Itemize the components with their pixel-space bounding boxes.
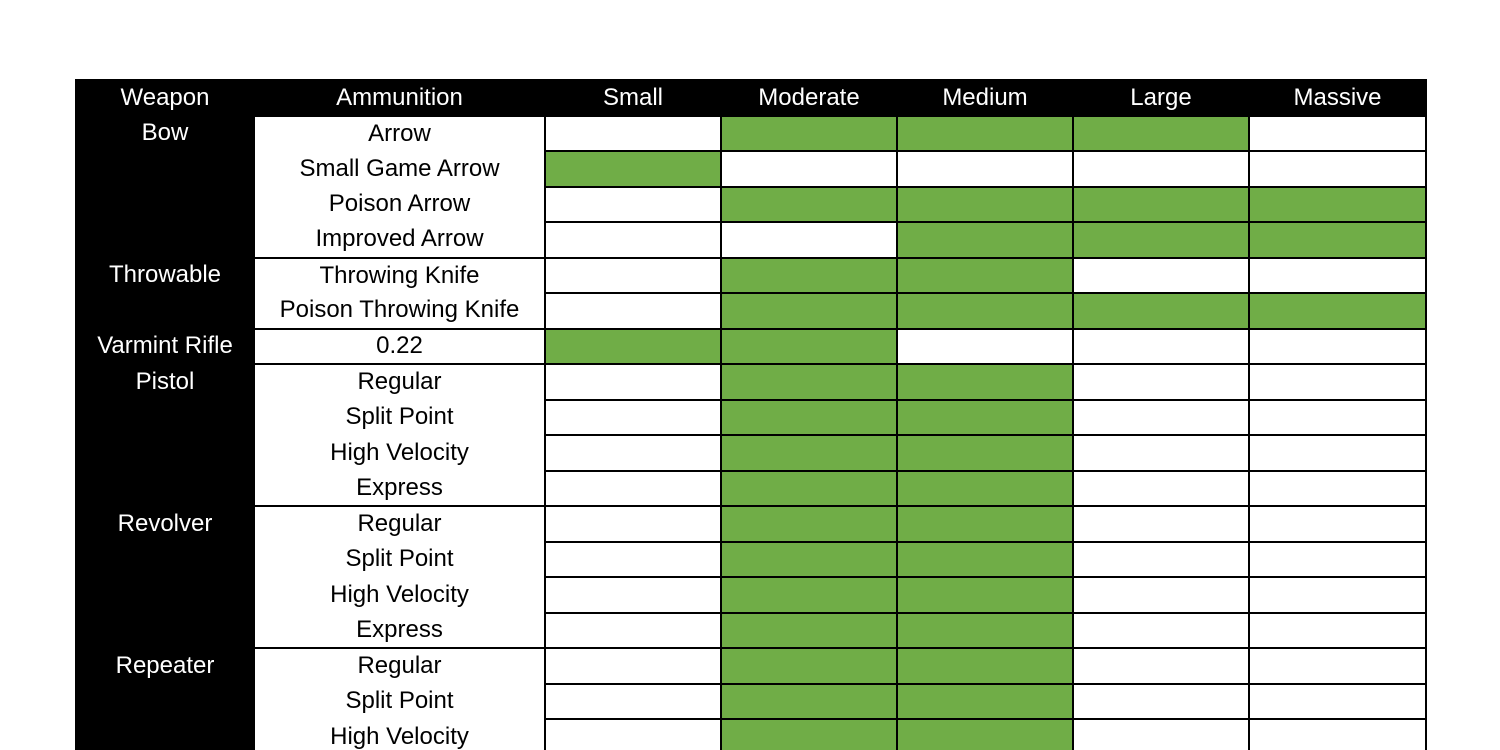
effectiveness-cell-large xyxy=(1073,542,1249,578)
effectiveness-cell-small xyxy=(545,684,721,720)
ammunition-cell: Improved Arrow xyxy=(254,222,545,258)
effectiveness-cell-small xyxy=(545,151,721,187)
effectiveness-cell-massive xyxy=(1249,293,1426,329)
effectiveness-cell-large xyxy=(1073,719,1249,750)
effectiveness-cell-medium xyxy=(897,719,1073,750)
table-row xyxy=(76,222,1426,258)
effectiveness-cell-small xyxy=(545,577,721,613)
effectiveness-cell-medium xyxy=(897,648,1073,684)
effectiveness-cell-small xyxy=(545,471,721,507)
table-row xyxy=(76,329,1426,365)
effectiveness-cell-massive xyxy=(1249,542,1426,578)
table-row xyxy=(76,719,1426,750)
effectiveness-cell-medium xyxy=(897,151,1073,187)
effectiveness-cell-medium xyxy=(897,506,1073,542)
weapon-cell: Throwable xyxy=(76,258,254,294)
table-row xyxy=(76,542,1426,578)
effectiveness-cell-small xyxy=(545,222,721,258)
effectiveness-cell-moderate xyxy=(721,684,897,720)
effectiveness-cell-massive xyxy=(1249,151,1426,187)
header-row xyxy=(76,80,1426,116)
table-row xyxy=(76,684,1426,720)
table-body xyxy=(76,116,1426,750)
effectiveness-cell-massive xyxy=(1249,577,1426,613)
table-row xyxy=(76,151,1426,187)
table-row xyxy=(76,293,1426,329)
weapon-cell xyxy=(76,151,254,187)
ammunition-cell: Split Point xyxy=(254,542,545,578)
effectiveness-cell-medium xyxy=(897,613,1073,649)
table-row xyxy=(76,506,1426,542)
ammunition-cell: High Velocity xyxy=(254,719,545,750)
header-moderate: Moderate xyxy=(721,80,897,116)
weapon-cell xyxy=(76,400,254,436)
header-ammunition: Ammunition xyxy=(254,80,545,116)
effectiveness-cell-medium xyxy=(897,116,1073,152)
effectiveness-cell-small xyxy=(545,187,721,223)
weapon-cell xyxy=(76,471,254,507)
effectiveness-cell-large xyxy=(1073,577,1249,613)
weapon-cell xyxy=(76,684,254,720)
ammunition-cell: Poison Arrow xyxy=(254,187,545,223)
effectiveness-cell-medium xyxy=(897,329,1073,365)
effectiveness-cell-medium xyxy=(897,577,1073,613)
effectiveness-cell-small xyxy=(545,364,721,400)
table-row xyxy=(76,613,1426,649)
effectiveness-cell-large xyxy=(1073,471,1249,507)
table-row xyxy=(76,116,1426,152)
effectiveness-cell-massive xyxy=(1249,364,1426,400)
effectiveness-cell-massive xyxy=(1249,506,1426,542)
weapon-cell: Varmint Rifle xyxy=(76,329,254,365)
weapon-cell xyxy=(76,187,254,223)
effectiveness-cell-moderate xyxy=(721,329,897,365)
weapon-cell: Pistol xyxy=(76,364,254,400)
effectiveness-cell-large xyxy=(1073,258,1249,294)
effectiveness-cell-large xyxy=(1073,187,1249,223)
effectiveness-cell-massive xyxy=(1249,400,1426,436)
effectiveness-cell-massive xyxy=(1249,648,1426,684)
effectiveness-cell-moderate xyxy=(721,400,897,436)
ammunition-cell: Poison Throwing Knife xyxy=(254,293,545,329)
effectiveness-cell-large xyxy=(1073,613,1249,649)
effectiveness-cell-moderate xyxy=(721,506,897,542)
effectiveness-cell-massive xyxy=(1249,222,1426,258)
weapon-cell xyxy=(76,293,254,329)
weapon-cell xyxy=(76,222,254,258)
effectiveness-cell-large xyxy=(1073,329,1249,365)
ammunition-cell: Arrow xyxy=(254,116,545,152)
effectiveness-cell-massive xyxy=(1249,435,1426,471)
effectiveness-cell-medium xyxy=(897,471,1073,507)
header-large: Large xyxy=(1073,80,1249,116)
table-row xyxy=(76,364,1426,400)
ammunition-cell: Regular xyxy=(254,506,545,542)
effectiveness-cell-moderate xyxy=(721,542,897,578)
effectiveness-cell-large xyxy=(1073,648,1249,684)
effectiveness-cell-massive xyxy=(1249,258,1426,294)
ammunition-cell: Express xyxy=(254,471,545,507)
effectiveness-cell-large xyxy=(1073,684,1249,720)
effectiveness-cell-moderate xyxy=(721,613,897,649)
effectiveness-cell-large xyxy=(1073,364,1249,400)
effectiveness-cell-small xyxy=(545,116,721,152)
effectiveness-cell-massive xyxy=(1249,187,1426,223)
effectiveness-cell-moderate xyxy=(721,151,897,187)
table-row xyxy=(76,648,1426,684)
effectiveness-cell-massive xyxy=(1249,684,1426,720)
weapon-cell: Revolver xyxy=(76,506,254,542)
effectiveness-cell-moderate xyxy=(721,116,897,152)
ammunition-cell: Regular xyxy=(254,648,545,684)
effectiveness-cell-small xyxy=(545,435,721,471)
effectiveness-cell-medium xyxy=(897,187,1073,223)
effectiveness-cell-large xyxy=(1073,435,1249,471)
effectiveness-cell-small xyxy=(545,542,721,578)
ammunition-cell: Split Point xyxy=(254,684,545,720)
ammunition-cell: Throwing Knife xyxy=(254,258,545,294)
effectiveness-cell-small xyxy=(545,258,721,294)
effectiveness-cell-small xyxy=(545,293,721,329)
effectiveness-cell-moderate xyxy=(721,258,897,294)
effectiveness-cell-medium xyxy=(897,400,1073,436)
effectiveness-cell-massive xyxy=(1249,471,1426,507)
effectiveness-cell-medium xyxy=(897,293,1073,329)
weapon-cell: Bow xyxy=(76,116,254,152)
weapon-cell xyxy=(76,542,254,578)
table-row xyxy=(76,577,1426,613)
effectiveness-cell-large xyxy=(1073,293,1249,329)
table-row xyxy=(76,187,1426,223)
ammunition-cell: Small Game Arrow xyxy=(254,151,545,187)
effectiveness-cell-medium xyxy=(897,258,1073,294)
weapon-cell xyxy=(76,719,254,750)
effectiveness-cell-moderate xyxy=(721,719,897,750)
ammunition-cell: 0.22 xyxy=(254,329,545,365)
header-medium: Medium xyxy=(897,80,1073,116)
ammunition-cell: High Velocity xyxy=(254,577,545,613)
effectiveness-cell-medium xyxy=(897,364,1073,400)
table-row xyxy=(76,258,1426,294)
weapon-cell xyxy=(76,613,254,649)
header-weapon: Weapon xyxy=(76,80,254,116)
effectiveness-cell-medium xyxy=(897,435,1073,471)
effectiveness-cell-small xyxy=(545,648,721,684)
effectiveness-cell-large xyxy=(1073,116,1249,152)
ammunition-cell: Regular xyxy=(254,364,545,400)
effectiveness-cell-moderate xyxy=(721,222,897,258)
ammunition-cell: Express xyxy=(254,613,545,649)
effectiveness-cell-small xyxy=(545,613,721,649)
ammunition-cell: High Velocity xyxy=(254,435,545,471)
ammunition-cell: Split Point xyxy=(254,400,545,436)
effectiveness-cell-medium xyxy=(897,222,1073,258)
effectiveness-cell-moderate xyxy=(721,435,897,471)
effectiveness-cell-large xyxy=(1073,151,1249,187)
effectiveness-cell-massive xyxy=(1249,116,1426,152)
effectiveness-cell-small xyxy=(545,329,721,365)
effectiveness-cell-moderate xyxy=(721,648,897,684)
effectiveness-cell-massive xyxy=(1249,329,1426,365)
effectiveness-cell-medium xyxy=(897,684,1073,720)
header-small: Small xyxy=(545,80,721,116)
table-row xyxy=(76,435,1426,471)
weapon-ammunition-table xyxy=(75,79,1427,750)
effectiveness-cell-small xyxy=(545,400,721,436)
weapon-cell: Repeater xyxy=(76,648,254,684)
table-row xyxy=(76,471,1426,507)
effectiveness-cell-large xyxy=(1073,400,1249,436)
effectiveness-cell-medium xyxy=(897,542,1073,578)
effectiveness-cell-moderate xyxy=(721,577,897,613)
effectiveness-cell-moderate xyxy=(721,471,897,507)
effectiveness-cell-small xyxy=(545,506,721,542)
effectiveness-cell-large xyxy=(1073,222,1249,258)
effectiveness-cell-large xyxy=(1073,506,1249,542)
effectiveness-cell-small xyxy=(545,719,721,750)
effectiveness-cell-massive xyxy=(1249,719,1426,750)
header-massive: Massive xyxy=(1249,80,1426,116)
effectiveness-cell-massive xyxy=(1249,613,1426,649)
effectiveness-cell-moderate xyxy=(721,187,897,223)
effectiveness-cell-moderate xyxy=(721,364,897,400)
weapon-cell xyxy=(76,577,254,613)
weapon-cell xyxy=(76,435,254,471)
table-row xyxy=(76,400,1426,436)
effectiveness-cell-moderate xyxy=(721,293,897,329)
